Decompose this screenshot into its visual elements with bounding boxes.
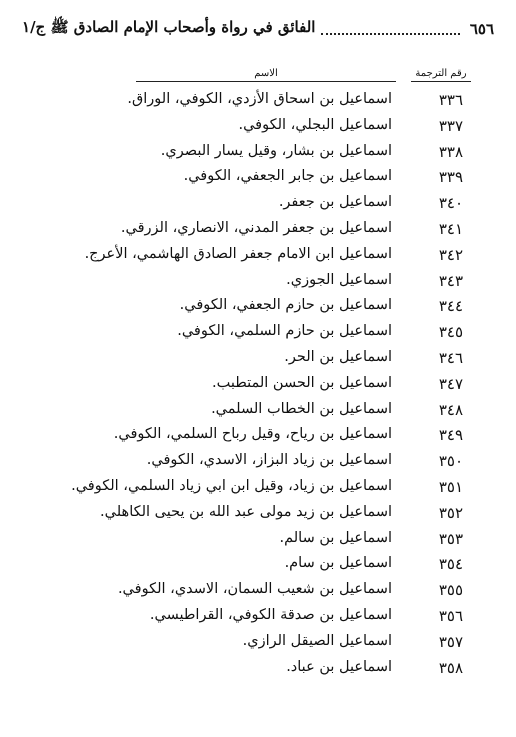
entry-number: ٣٤٦ xyxy=(438,348,463,367)
entry-name: اسماعيل بن اسحاق الأزدي، الكوفي، الوراق. xyxy=(127,91,392,107)
list-item xyxy=(0,657,516,683)
entry-number: ٣٥٢ xyxy=(438,503,463,522)
list-item xyxy=(0,605,516,631)
list-item xyxy=(0,244,516,270)
entry-name: اسماعيل بن حازم السلمي، الكوفي. xyxy=(177,323,392,340)
entry-number: ٣٤٠ xyxy=(438,194,463,213)
entry-name: اسماعيل بن سالم. xyxy=(279,529,392,546)
entry-name: اسماعيل بن جعفر المدني، الانصاري، الزرقي. xyxy=(120,219,392,236)
list-item xyxy=(0,141,516,167)
entry-number: ٣٣٩ xyxy=(438,168,463,187)
entry-number: ٣٥١ xyxy=(438,477,463,496)
entry-name: اسماعيل بن جابر الجعفي، الكوفي. xyxy=(183,168,392,185)
list-item xyxy=(0,424,516,450)
entry-name: اسماعيل بن سام. xyxy=(284,555,392,572)
entry-number: ٣٤٩ xyxy=(438,426,463,445)
list-item xyxy=(0,321,516,347)
entry-number: ٣٥٥ xyxy=(438,581,463,600)
entry-name: اسماعيل الصيقل الرازي. xyxy=(242,632,392,649)
list-item xyxy=(0,399,516,425)
entry-name: اسماعيل ابن الامام جعفر الصادق الهاشمي، الأعرج. xyxy=(84,245,392,262)
entry-name: اسماعيل الجوزي. xyxy=(286,271,392,288)
entry-name: اسماعيل بن الحسن المتطبب. xyxy=(212,374,392,391)
leader-dots xyxy=(321,23,459,35)
entry-name: اسماعيل بن زياد، وقيل ابن ابي زياد السلمي، الكوفي. xyxy=(71,477,392,494)
entry-number: ٣٤٨ xyxy=(438,400,463,419)
list-item xyxy=(0,295,516,321)
entry-name: اسماعيل بن صدقة الكوفي، القراطيسي. xyxy=(149,606,392,623)
entry-name: اسماعيل بن شعيب السمان، الاسدي، الكوفي. xyxy=(117,581,392,598)
list-item xyxy=(0,476,516,502)
entry-number: ٣٥٦ xyxy=(438,606,463,625)
list-item xyxy=(0,192,516,218)
list-item xyxy=(0,631,516,657)
entry-number: ٣٤٧ xyxy=(438,374,463,393)
entries-list xyxy=(0,89,516,682)
page-header xyxy=(22,18,494,40)
entry-number: ٣٣٨ xyxy=(438,142,463,161)
column-headers xyxy=(0,68,516,88)
entry-number: ٣٣٧ xyxy=(438,116,463,135)
list-item xyxy=(0,166,516,192)
list-item xyxy=(0,218,516,244)
entry-name: اسماعيل بن زياد البزاز، الاسدي، الكوفي. xyxy=(146,452,392,469)
list-item xyxy=(0,450,516,476)
entry-name: اسماعيل بن بشار، وقيل يسار البصري. xyxy=(160,142,392,159)
entry-name: اسماعيل بن رياح، وقيل رباح السلمي، الكوفي. xyxy=(113,426,392,443)
list-item xyxy=(0,502,516,528)
entry-name: اسماعيل بن جعفر. xyxy=(278,194,392,211)
entry-number: ٣٥٧ xyxy=(438,632,463,651)
running-title: الفائق في رواة وأصحاب الإمام الصادق ﷺ ج/١ xyxy=(22,18,316,36)
entry-number: ٣٤١ xyxy=(438,219,463,238)
list-item xyxy=(0,89,516,115)
list-item xyxy=(0,528,516,554)
entry-number: ٣٣٦ xyxy=(438,91,463,109)
page-number: ٦٥٦ xyxy=(469,20,494,38)
number-column-header: رقم الترجمة xyxy=(411,68,471,82)
list-item xyxy=(0,270,516,296)
entry-number: ٣٤٢ xyxy=(438,245,463,264)
entry-name: اسماعيل البجلي، الكوفي. xyxy=(238,116,392,133)
entry-number: ٣٥٣ xyxy=(438,529,463,548)
entry-name: اسماعيل بن الخطاب السلمي. xyxy=(211,400,392,417)
entry-number: ٣٤٥ xyxy=(438,323,463,342)
entry-number: ٣٥٠ xyxy=(438,452,463,471)
list-item xyxy=(0,553,516,579)
entry-number: ٣٤٤ xyxy=(438,297,463,316)
list-item xyxy=(0,373,516,399)
entry-name: اسماعيل بن عباد. xyxy=(286,658,392,675)
entry-number: ٣٥٨ xyxy=(438,658,463,677)
entry-name: اسماعيل بن حازم الجعفي، الكوفي. xyxy=(179,297,392,314)
list-item xyxy=(0,347,516,373)
name-column-header: الاسم xyxy=(136,68,396,82)
list-item xyxy=(0,579,516,605)
entry-name: اسماعيل بن زيد مولى عبد الله بن يحيى الكاهلي. xyxy=(100,503,392,520)
entry-number: ٣٥٤ xyxy=(438,555,463,574)
entry-name: اسماعيل بن الحر. xyxy=(284,348,392,365)
entry-number: ٣٤٣ xyxy=(438,271,463,290)
list-item xyxy=(0,115,516,141)
